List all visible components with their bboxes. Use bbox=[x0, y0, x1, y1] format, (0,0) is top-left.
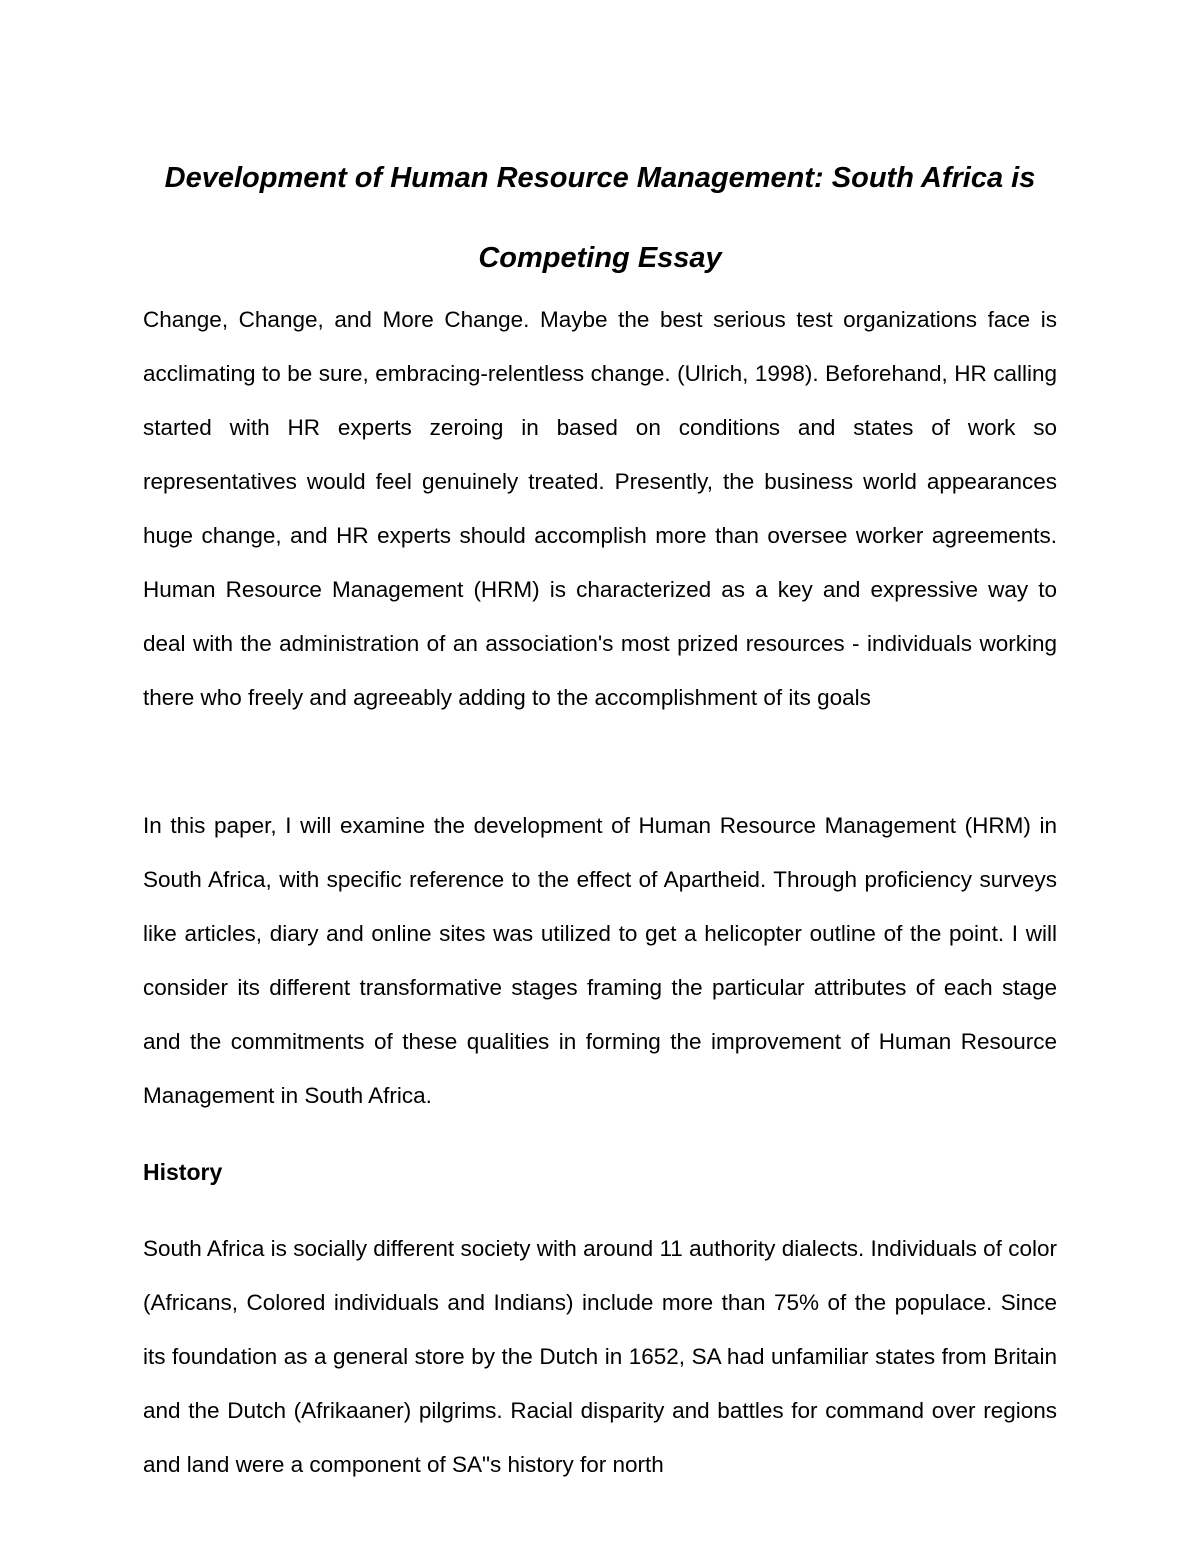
section-heading-history: History bbox=[143, 1159, 223, 1185]
document-title: Development of Human Resource Management: South Africa is Competing Essay bbox=[164, 162, 1036, 274]
intro-paragraph: Change, Change, and More Change. Maybe the best serious test organizations face is acclimating to be sure, embracing-relentless change. (Ulrich, 1998). Beforehand, HR calling started with HR experts zeroing in based on conditions and states of work so representatives would feel genuinely treated. Presently, the business world appearances huge change, and HR experts should accomplish more than oversee worker agreements. Human Resource Management (HRM) is characterized as a key and expressive way to deal with the administration of an association's most prized resources - individuals working there who freely and agreeably adding to the accomplishment of its goals bbox=[143, 307, 1057, 710]
history-paragraph: South Africa is socially different society with around 11 authority dialects. Individuals of color (Africans, Colored individuals and Indians) include more than 75% of the populace. Since its foundation as a general store by the Dutch in 1652, SA had unfamiliar states from Britain and the Dutch (Afrikaaner) pilgrims. Racial disparity and battles for command over regions and land were a component of SA"s history for north bbox=[143, 1236, 1057, 1477]
scope-paragraph: In this paper, I will examine the development of Human Resource Management (HRM) in South Africa, with specific reference to the effect of Apartheid. Through proficiency surveys like articles, diary and online sites was utilized to get a helicopter outline of the point. I will consider its different transformative stages framing the particular attributes of each stage and the commitments of these qualities in forming the improvement of Human Resource Management in South Africa. bbox=[143, 813, 1057, 1108]
